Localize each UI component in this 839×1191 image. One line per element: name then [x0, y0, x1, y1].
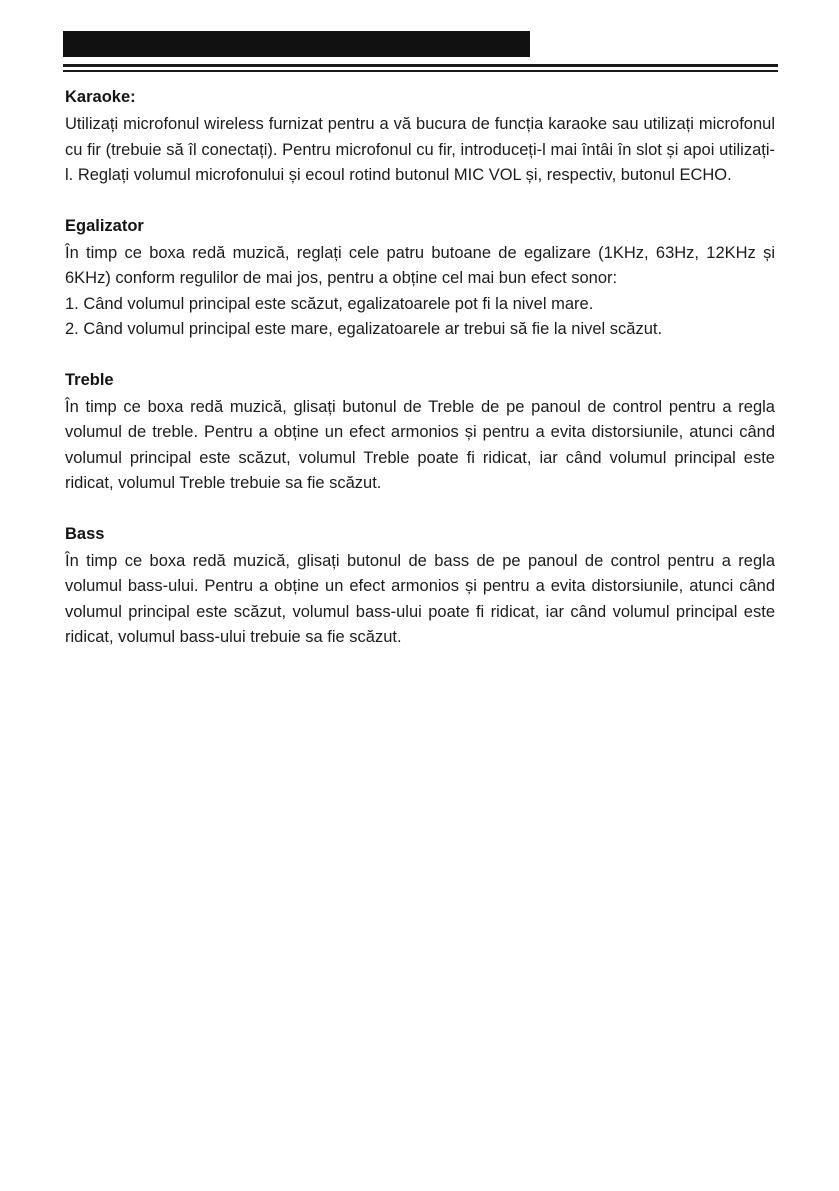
header-black-bar — [63, 31, 530, 57]
egalizator-rule-1: 1. Când volumul principal este scăzut, egalizatoarele pot fi la nivel mare. — [65, 294, 594, 313]
paragraph-treble: În timp ce boxa redă muzică, glisați butonul de Treble de pe panoul de control pentru a regla volumul de treble. Pentru a obține un efect armonios și pentru a evita distorsiunile, atunci când volumul principal este scăzut, volumul Treble poate fi ridicat, iar când volumul principal este ridicat, volumul Treble trebuie sa fie scăzut. — [65, 397, 775, 492]
header-divider-rule — [63, 64, 778, 72]
paragraph-bass: În timp ce boxa redă muzică, glisați butonul de bass de pe panoul de control pentru a regla volumul bass-ului. Pentru a obține un efect armonios și pentru a evita distorsiunile, atunci când volumul principal este scăzut, volumul bass-ului poate fi ridicat, iar când volumul principal este ridicat, volumul bass-ului trebuie sa fie scăzut. — [65, 551, 775, 646]
paragraph-egalizator-intro: În timp ce boxa redă muzică, reglați cele patru butoane de egalizare (1KHz, 63Hz, 12KHz și 6KHz) conform regulilor de mai jos, pentru a obține cel mai bun efect sonor: — [65, 243, 775, 287]
section-heading-egalizator: Egalizator — [65, 216, 144, 235]
section-heading-treble: Treble — [65, 370, 114, 389]
egalizator-rule-2: 2. Când volumul principal este mare, egalizatoarele ar trebui să fie la nivel scăzut. — [65, 320, 663, 338]
section-bass — [65, 521, 775, 651]
section-karaoke — [65, 84, 775, 189]
document-content — [65, 84, 775, 675]
section-egalizator — [65, 213, 775, 343]
section-treble — [65, 367, 775, 497]
section-heading-karaoke: Karaoke: — [65, 88, 136, 106]
section-heading-bass: Bass — [65, 524, 105, 543]
paragraph-karaoke: Utilizați microfonul wireless furnizat pentru a vă bucura de funcția karaoke sau utilizați microfonul cu fir (trebuie să îl conectați). Pentru microfonul cu fir, introduceți-l mai întâi în slot și apoi utilizați-l. Reglați volumul microfonului și ecoul rotind butonul MIC VOL și, respectiv, butonul ECHO. — [65, 115, 775, 184]
